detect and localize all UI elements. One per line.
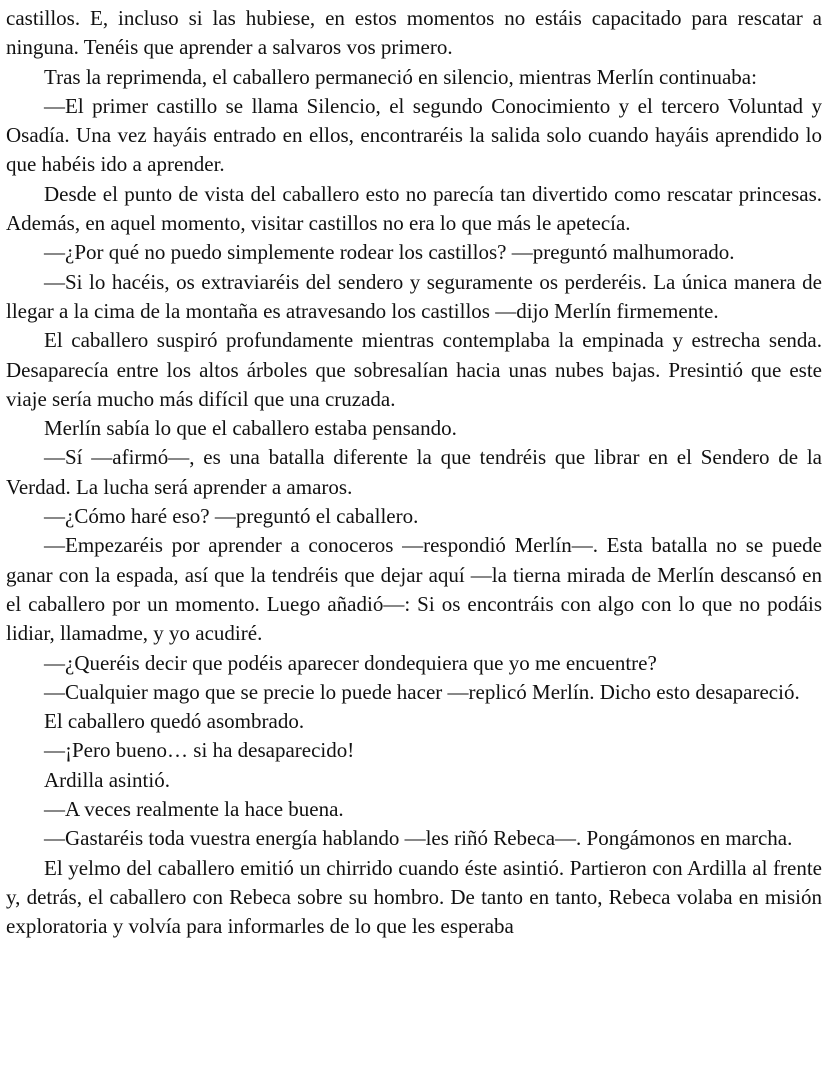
paragraph-17: —A veces realmente la hace buena. <box>44 797 344 822</box>
paragraph-6: —Si lo hacéis, os extraviaréis del sendero y seguramente os perderéis. La única manera de llegar a la cima de la montaña es atravesando los castillos —dijo Merlín firmemente. <box>6 269 822 323</box>
paragraph-4: Desde el punto de vista del caballero esto no parecía tan divertido como rescatar princesas. Además, en aquel momento, visitar castillos no era lo que más le apetecía. <box>6 181 822 236</box>
paragraph-2: Tras la reprimenda, el caballero permaneció en silencio, mientras Merlín continuaba: <box>44 64 757 89</box>
paragraph-11: —Empezaréis por aprender a conoceros —respondió Merlín—. Esta batalla no se puede ganar con la espada, así que la tendréis que dejar aquí —la tierna mirada de Merlín descansó en el caballero por un momento. Luego añadió—: Si os encontráis con algo con lo que no podáis lidiar, llamadme, y yo acudiré. <box>6 533 822 646</box>
paragraph-7: El caballero suspiró profundamente mientras contemplaba la empinada y estrecha senda. Desaparecía entre los altos árboles que sobresalían hacia unas nubes bajas. Presintió que este viaje sería mucho más difícil que una cruzada. <box>6 328 822 411</box>
paragraph-1: castillos. E, incluso si las hubiese, en estos momentos no estáis capacitado para rescatar a ninguna. Tenéis que aprender a salvaros vos primero. <box>6 6 822 60</box>
paragraph-14: El caballero quedó asombrado. <box>44 709 305 734</box>
paragraph-13: —Cualquier mago que se precie lo puede hacer —replicó Merlín. Dicho esto desapareció. <box>44 679 800 704</box>
book-page <box>6 4 822 942</box>
paragraph-8: Merlín sabía lo que el caballero estaba pensando. <box>44 416 457 441</box>
paragraph-9: —Sí —afirmó—, es una batalla diferente la que tendréis que librar en el Sendero de la Verdad. La lucha será aprender a amaros. <box>6 445 822 499</box>
paragraph-15: —¡Pero bueno… si ha desaparecido! <box>44 738 355 763</box>
paragraph-10: —¿Cómo haré eso? —preguntó el caballero. <box>44 504 419 529</box>
paragraph-18: —Gastaréis toda vuestra energía hablando —les riñó Rebeca—. Pongámonos en marcha. <box>44 826 793 851</box>
paragraph-5: —¿Por qué no puedo simplemente rodear los castillos? —preguntó malhumorado. <box>44 240 735 265</box>
paragraph-3: —El primer castillo se llama Silencio, el segundo Conocimiento y el tercero Voluntad y Osadía. Una vez hayáis entrado en ellos, encontraréis la salida solo cuando hayáis aprendido lo que habéis ido a aprender. <box>6 93 822 177</box>
paragraph-19: El yelmo del caballero emitió un chirrido cuando éste asintió. Partieron con Ardilla al frente y, detrás, el caballero con Rebeca sobre su hombro. De tanto en tanto, Rebeca volaba en misión exploratoria y volvía para informarles de lo que les esperaba <box>6 855 822 939</box>
paragraph-12: —¿Queréis decir que podéis aparecer dondequiera que yo me encuentre? <box>44 650 657 675</box>
paragraph-16: Ardilla asintió. <box>44 767 170 792</box>
